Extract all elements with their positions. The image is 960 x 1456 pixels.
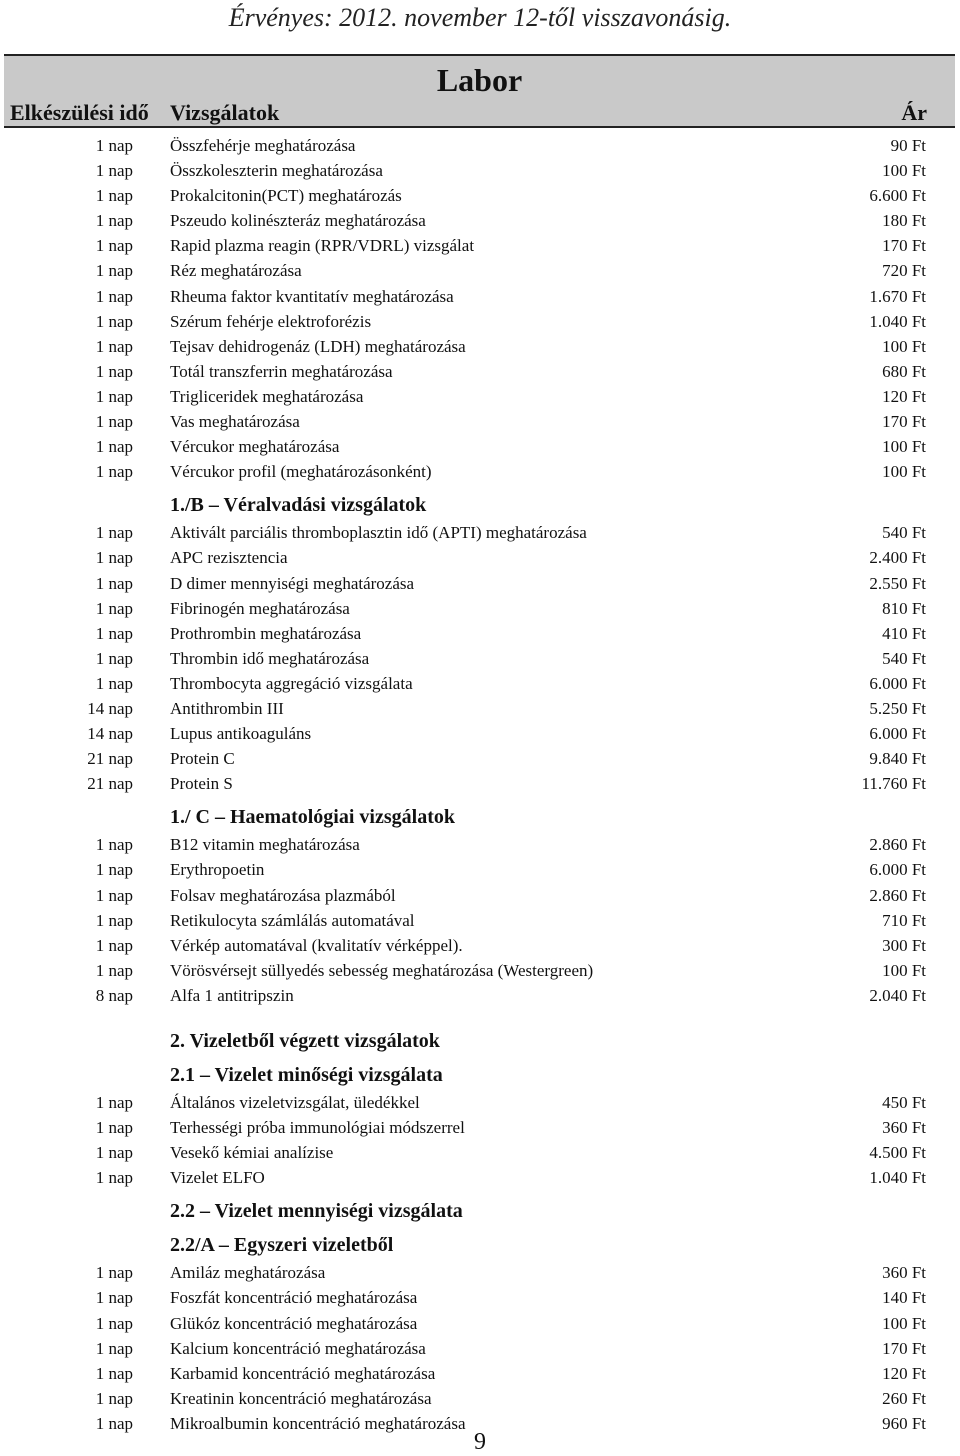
table-row — [0, 958, 960, 983]
table-row — [0, 359, 960, 384]
table-row — [0, 1165, 960, 1190]
row-price: 710 Ft — [882, 910, 926, 930]
row-price: 120 Ft — [882, 386, 926, 406]
row-time: 1 nap — [95, 386, 133, 406]
row-test: Vörösvérsejt süllyedés sebesség meghatározása (Westergreen) — [170, 960, 594, 980]
row-price: 540 Ft — [882, 648, 926, 668]
row-test: Vas meghatározása — [170, 412, 300, 432]
row-price: 2.400 Ft — [869, 548, 926, 568]
section-heading-egyszeri-vizelet: 2.2/A – Egyszeri vizeletből — [170, 1234, 394, 1257]
row-price: 1.040 Ft — [869, 311, 926, 331]
row-test: Folsav meghatározása plazmából — [170, 885, 396, 905]
row-time: 1 nap — [95, 1168, 133, 1188]
row-time: 1 nap — [95, 1118, 133, 1138]
row-test: Vesekő kémiai analízise — [170, 1143, 334, 1163]
row-test: Protein S — [170, 774, 233, 794]
row-time: 1 nap — [95, 548, 133, 568]
row-test: B12 vitamin meghatározása — [170, 835, 360, 855]
table-row — [0, 545, 960, 570]
validity-note: Érvényes: 2012. november 12-től visszavonásig. — [228, 3, 732, 32]
section-heading-veralvadas: 1./B – Véralvadási vizsgálatok — [170, 494, 427, 517]
table-row — [0, 1336, 960, 1361]
row-test: Mikroalbumin koncentráció meghatározása — [170, 1413, 466, 1433]
table-row — [0, 334, 960, 359]
row-price: 90 Ft — [890, 136, 926, 155]
table-row — [0, 983, 960, 1008]
row-price: 1.670 Ft — [869, 286, 926, 306]
row-time: 1 nap — [95, 211, 133, 231]
column-header-price: Ár — [901, 100, 927, 125]
table-row — [0, 746, 960, 771]
table-row — [0, 208, 960, 233]
row-test: Vérkép automatával (kvalitatív vérképpel). — [170, 935, 463, 955]
table-row — [0, 883, 960, 908]
table-row — [0, 832, 960, 857]
table-row — [0, 1115, 960, 1140]
row-test: Alfa 1 antitripszin — [170, 985, 294, 1005]
table-row — [0, 183, 960, 208]
table-row — [0, 696, 960, 721]
row-time: 14 nap — [87, 698, 133, 718]
row-time: 1 nap — [95, 523, 133, 543]
row-time: 1 nap — [95, 286, 133, 306]
row-test: Protein C — [170, 749, 235, 769]
row-test: Kalcium koncentráció meghatározása — [170, 1338, 426, 1358]
row-time: 1 nap — [95, 236, 133, 256]
row-price: 100 Ft — [882, 1313, 926, 1333]
row-test: Terhességi próba immunológiai módszerrel — [170, 1118, 465, 1138]
row-time: 1 nap — [95, 1093, 133, 1112]
table-row — [0, 1140, 960, 1165]
table-row — [0, 771, 960, 796]
row-time: 1 nap — [95, 960, 133, 980]
row-time: 14 nap — [87, 724, 133, 744]
row-time: 1 nap — [95, 910, 133, 930]
row-test: Amiláz meghatározása — [170, 1263, 326, 1283]
table-row — [0, 309, 960, 334]
row-price: 140 Ft — [882, 1288, 926, 1308]
row-price: 1.040 Ft — [869, 1168, 926, 1188]
row-time: 1 nap — [95, 136, 133, 155]
section-heading-haematologia: 1./ C – Haematológiai vizsgálatok — [170, 806, 455, 829]
row-price: 450 Ft — [882, 1093, 926, 1112]
row-test: Vércukor meghatározása — [170, 437, 340, 457]
row-time: 1 nap — [95, 437, 133, 457]
row-time: 1 nap — [95, 1413, 133, 1433]
row-test: Vizelet ELFO — [170, 1168, 265, 1188]
table-row — [0, 133, 960, 158]
row-price: 170 Ft — [882, 236, 926, 256]
row-time: 1 nap — [95, 311, 133, 331]
row-price: 120 Ft — [882, 1363, 926, 1383]
row-time: 1 nap — [95, 935, 133, 955]
row-test: Fibrinogén meghatározása — [170, 598, 350, 618]
row-time: 1 nap — [95, 648, 133, 668]
row-time: 1 nap — [95, 835, 133, 855]
row-test: Szérum fehérje elektroforézis — [170, 311, 372, 331]
row-time: 1 nap — [95, 161, 133, 181]
row-test: Totál transzferrin meghatározása — [170, 361, 393, 381]
row-time: 1 nap — [95, 885, 133, 905]
row-price: 6.000 Ft — [869, 724, 926, 744]
row-price: 2.040 Ft — [869, 985, 926, 1005]
row-time: 1 nap — [95, 673, 133, 693]
row-price: 5.250 Ft — [869, 698, 926, 718]
row-test: Retikulocyta számlálás automatával — [170, 910, 415, 930]
table-row — [0, 933, 960, 958]
table-row — [0, 409, 960, 434]
table-row — [0, 596, 960, 621]
section-heading-vizelet-mennyisegi: 2.2 – Vizelet mennyiségi vizsgálata — [170, 1200, 463, 1223]
table-header — [4, 54, 955, 128]
page-number: 9 — [474, 1429, 486, 1455]
row-test: Thrombin idő meghatározása — [170, 648, 370, 668]
row-time: 1 nap — [95, 1313, 133, 1333]
row-test: D dimer mennyiségi meghatározása — [170, 573, 415, 593]
column-header-time: Elkészülési idő — [10, 100, 149, 125]
row-price: 2.860 Ft — [869, 885, 926, 905]
row-time: 21 nap — [87, 774, 133, 794]
table-row — [0, 258, 960, 283]
row-test: Prokalcitonin(PCT) meghatározás — [170, 186, 402, 206]
row-price: 6.000 Ft — [869, 673, 926, 693]
row-price: 2.860 Ft — [869, 835, 926, 855]
row-price: 260 Ft — [882, 1388, 926, 1408]
row-time: 1 nap — [95, 186, 133, 206]
row-time: 1 nap — [95, 1388, 133, 1408]
row-time: 1 nap — [95, 336, 133, 356]
table-row — [0, 1311, 960, 1336]
row-time: 1 nap — [95, 1143, 133, 1163]
row-test: Általános vizeletvizsgálat, üledékkel — [170, 1093, 420, 1112]
table-row — [0, 571, 960, 596]
table-row — [0, 1285, 960, 1310]
row-test: Lupus antikoaguláns — [170, 724, 312, 744]
row-test: Trigliceridek meghatározása — [170, 386, 364, 406]
row-price: 360 Ft — [882, 1118, 926, 1138]
table-row — [0, 384, 960, 409]
table-row — [0, 721, 960, 746]
table-row — [0, 1386, 960, 1411]
row-price: 2.550 Ft — [869, 573, 926, 593]
row-time: 1 nap — [95, 1363, 133, 1383]
row-time: 1 nap — [95, 573, 133, 593]
row-price: 6.600 Ft — [869, 186, 926, 206]
row-test: Thrombocyta aggregáció vizsgálata — [170, 673, 413, 693]
column-header-test: Vizsgálatok — [170, 100, 280, 125]
section-heading-vizelet: 2. Vizeletből végzett vizsgálatok — [170, 1030, 440, 1052]
row-time: 1 nap — [95, 598, 133, 618]
row-price: 9.840 Ft — [869, 749, 926, 769]
row-time: 1 nap — [95, 1338, 133, 1358]
row-price: 11.760 Ft — [861, 774, 926, 794]
row-test: Tejsav dehidrogenáz (LDH) meghatározása — [170, 336, 466, 356]
row-test: Összfehérje meghatározása — [170, 136, 356, 155]
table-row — [0, 434, 960, 459]
group-vizelet-minosegi — [0, 1090, 960, 1190]
table-row — [0, 621, 960, 646]
page-title: Labor — [436, 62, 523, 98]
row-price: 960 Ft — [882, 1413, 926, 1433]
row-time: 1 nap — [95, 462, 133, 482]
row-test: Pszeudo kolinészteráz meghatározása — [170, 211, 426, 231]
group-egyszeri-vizelet — [0, 1260, 960, 1436]
row-test: Vércukor profil (meghatározásonként) — [170, 462, 432, 482]
row-price: 540 Ft — [882, 523, 926, 543]
row-price: 100 Ft — [882, 437, 926, 457]
section-heading-vizelet-minosegi: 2.1 – Vizelet minőségi vizsgálata — [170, 1064, 443, 1086]
price-list — [0, 133, 960, 1436]
row-price: 720 Ft — [882, 261, 926, 281]
row-price: 180 Ft — [882, 211, 926, 231]
table-row — [0, 233, 960, 258]
row-test: Összkoleszterin meghatározása — [170, 161, 383, 181]
row-price: 680 Ft — [882, 361, 926, 381]
row-price: 100 Ft — [882, 161, 926, 181]
row-test: Aktivált parciális thromboplasztin idő (APTI) meghatározása — [170, 523, 587, 543]
row-time: 1 nap — [95, 361, 133, 381]
table-row — [0, 646, 960, 671]
table-row — [0, 459, 960, 484]
table-row — [0, 284, 960, 309]
row-price: 6.000 Ft — [869, 860, 926, 880]
row-price: 360 Ft — [882, 1263, 926, 1283]
row-time: 1 nap — [95, 860, 133, 880]
row-price: 4.500 Ft — [869, 1143, 926, 1163]
row-test: Prothrombin meghatározása — [170, 623, 362, 643]
row-price: 100 Ft — [882, 336, 926, 356]
row-price: 170 Ft — [882, 1338, 926, 1358]
row-time: 8 nap — [95, 985, 133, 1005]
table-row — [0, 1090, 960, 1115]
row-price: 100 Ft — [882, 960, 926, 980]
row-time: 1 nap — [95, 1288, 133, 1308]
row-time: 1 nap — [95, 1263, 133, 1283]
row-price: 300 Ft — [882, 935, 926, 955]
group-haematologia — [0, 832, 960, 1008]
row-test: Glükóz koncentráció meghatározása — [170, 1313, 418, 1333]
table-row — [0, 520, 960, 545]
table-row — [0, 1260, 960, 1285]
row-time: 1 nap — [95, 261, 133, 281]
column-headers — [4, 100, 955, 126]
table-row — [0, 671, 960, 696]
group-labor — [0, 133, 960, 484]
row-time: 1 nap — [95, 623, 133, 643]
row-test: Foszfát koncentráció meghatározása — [170, 1288, 418, 1308]
row-test: Réz meghatározása — [170, 261, 302, 281]
table-row — [0, 857, 960, 882]
table-row — [0, 158, 960, 183]
table-row — [0, 908, 960, 933]
row-test: Kreatinin koncentráció meghatározása — [170, 1388, 432, 1408]
row-price: 100 Ft — [882, 462, 926, 482]
row-test: Karbamid koncentráció meghatározása — [170, 1363, 436, 1383]
row-price: 810 Ft — [882, 598, 926, 618]
row-price: 170 Ft — [882, 412, 926, 432]
group-veralvadas — [0, 520, 960, 796]
row-test: Erythropoetin — [170, 860, 265, 880]
row-test: APC rezisztencia — [170, 548, 288, 568]
row-time: 21 nap — [87, 749, 133, 769]
row-test: Rapid plazma reagin (RPR/VDRL) vizsgálat — [170, 236, 475, 256]
row-test: Rheuma faktor kvantitatív meghatározása — [170, 286, 454, 306]
row-time: 1 nap — [95, 412, 133, 432]
row-price: 410 Ft — [882, 623, 926, 643]
table-row — [0, 1361, 960, 1386]
row-test: Antithrombin III — [170, 698, 284, 718]
